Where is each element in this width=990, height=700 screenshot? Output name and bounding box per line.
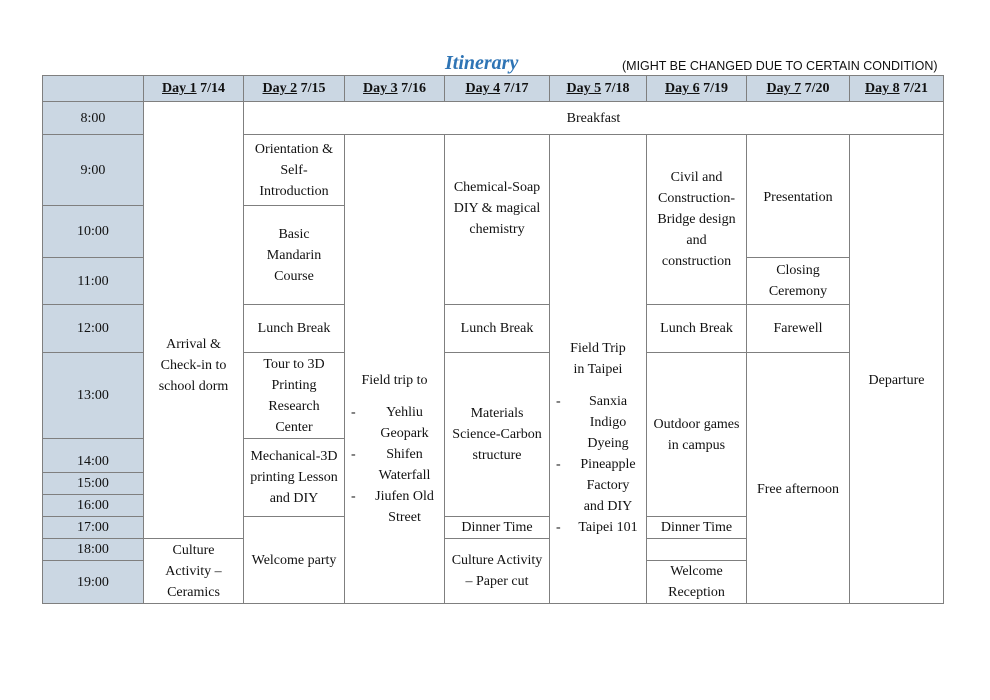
d2-welcome-party-cell: Welcome party	[244, 517, 345, 604]
day-date: 7/18	[604, 81, 630, 96]
d5-field-trip-title: Field Trip in Taipei	[570, 341, 626, 377]
d5-item: - Taipei 101	[556, 517, 640, 538]
day-label: Day 1	[161, 81, 197, 96]
time-cell: 10:00	[43, 206, 144, 258]
time-cell: 19:00	[43, 561, 144, 604]
itinerary-table	[42, 75, 944, 604]
day-date: 7/21	[903, 81, 928, 96]
d7-presentation-cell: Presentation	[747, 135, 850, 258]
d3-item-text: Shifen Waterfall	[378, 447, 431, 483]
time-cell: 18:00	[43, 539, 144, 561]
day-date: 7/17	[503, 81, 529, 96]
d3-item-text: Jiufen Old Street	[375, 489, 434, 525]
time-cell: 11:00	[43, 258, 144, 305]
d2-lunch-cell: Lunch Break	[244, 305, 345, 353]
header-row	[43, 76, 944, 102]
d2-mechanical-cell: Mechanical-3D printing Lesson and DIY	[244, 439, 345, 517]
time-cell: 8:00	[43, 102, 144, 135]
day-date: 7/20	[804, 81, 830, 96]
d6-culture-cell: Culture Activity – Paper cut	[445, 539, 550, 604]
day-label: Day 8	[864, 81, 900, 96]
day-date: 7/14	[200, 81, 225, 96]
d2-tour-cell: Tour to 3D Printing Research Center	[244, 353, 345, 439]
itinerary-title: Itinerary	[445, 52, 519, 74]
d5-item-text: Taipei 101	[578, 520, 638, 535]
d1-welcome-reception-cell: Welcome Reception	[647, 561, 747, 604]
d5-field-trip-cell	[550, 135, 647, 604]
time-cell: 9:00	[43, 135, 144, 206]
d3-item-text: Yehliu Geopark	[380, 405, 429, 441]
d7-free-afternoon-cell: Free afternoon	[747, 353, 850, 604]
header-day-2	[244, 76, 345, 102]
d4-culture-cell: Culture Activity – Ceramics	[144, 539, 244, 604]
day-label: Day 6	[664, 81, 700, 96]
time-cell: 16:00	[43, 495, 144, 517]
time-row-8	[43, 102, 944, 135]
d4-materials-cell: Materials Science-Carbon structure	[445, 353, 550, 517]
breakfast-cell: Breakfast	[244, 102, 944, 135]
day-label: Day 4	[465, 81, 501, 96]
day-date: 7/19	[703, 81, 728, 96]
d4-chemistry-cell: Chemical-Soap DIY & magical chemistry	[445, 135, 550, 305]
day-label: Day 3	[362, 81, 398, 96]
time-cell: 15:00	[43, 473, 144, 495]
d3-field-trip-title: Field trip to	[361, 373, 428, 388]
d6-dinner-cell: Dinner Time	[647, 517, 747, 539]
day-label: Day 7	[766, 81, 802, 96]
d6-outdoor-cell: Outdoor games in campus	[647, 353, 747, 517]
time-cell: 14:00	[43, 439, 144, 473]
d1-arrival-text: Arrival & Check-in to school dorm	[158, 336, 229, 394]
d6-lunch-cell: Lunch Break	[647, 305, 747, 353]
header-day-8	[850, 76, 944, 102]
d5-item: - Sanxia Indigo Dyeing	[556, 391, 640, 454]
day-date: 7/15	[300, 81, 326, 96]
d5-item-text: Pineapple Factory and DIY	[580, 457, 636, 514]
header-day-4	[445, 76, 550, 102]
d3-item: - Shifen Waterfall	[351, 444, 438, 486]
time-cell: 17:00	[43, 517, 144, 539]
d1-arrival-cell	[144, 102, 244, 539]
d7-farewell-cell: Farewell	[747, 305, 850, 353]
d8-departure-cell: Departure	[850, 135, 944, 604]
d3-item: - Jiufen Old Street	[351, 486, 438, 528]
time-cell: 12:00	[43, 305, 144, 353]
d2-mandarin-cell: Basic Mandarin Course	[244, 206, 345, 305]
d5-item-text: Sanxia Indigo Dyeing	[587, 394, 629, 451]
d3-item: - Yehliu Geopark	[351, 402, 438, 444]
d7-closing-cell: Closing Ceremony	[747, 258, 850, 305]
header-corner	[43, 76, 144, 102]
d4-dinner-cell: Dinner Time	[445, 517, 550, 539]
d4-lunch-cell: Lunch Break	[445, 305, 550, 353]
header-day-7	[747, 76, 850, 102]
header-day-1	[144, 76, 244, 102]
d6-civil-cell: Civil and Construction-Bridge design and construction	[647, 135, 747, 305]
d2-orientation-cell: Orientation & Self-Introduction	[244, 135, 345, 206]
d5-item: - Pineapple Factory and DIY	[556, 454, 640, 517]
time-cell: 13:00	[43, 353, 144, 439]
day-label: Day 2	[262, 81, 298, 96]
header-day-3	[345, 76, 445, 102]
header-day-5	[550, 76, 647, 102]
header-day-6	[647, 76, 747, 102]
change-notice: (MIGHT BE CHANGED DUE TO CERTAIN CONDITION)	[622, 59, 938, 73]
d3-field-trip-cell	[345, 135, 445, 604]
day-date: 7/16	[401, 81, 426, 96]
day-label: Day 5	[566, 81, 602, 96]
